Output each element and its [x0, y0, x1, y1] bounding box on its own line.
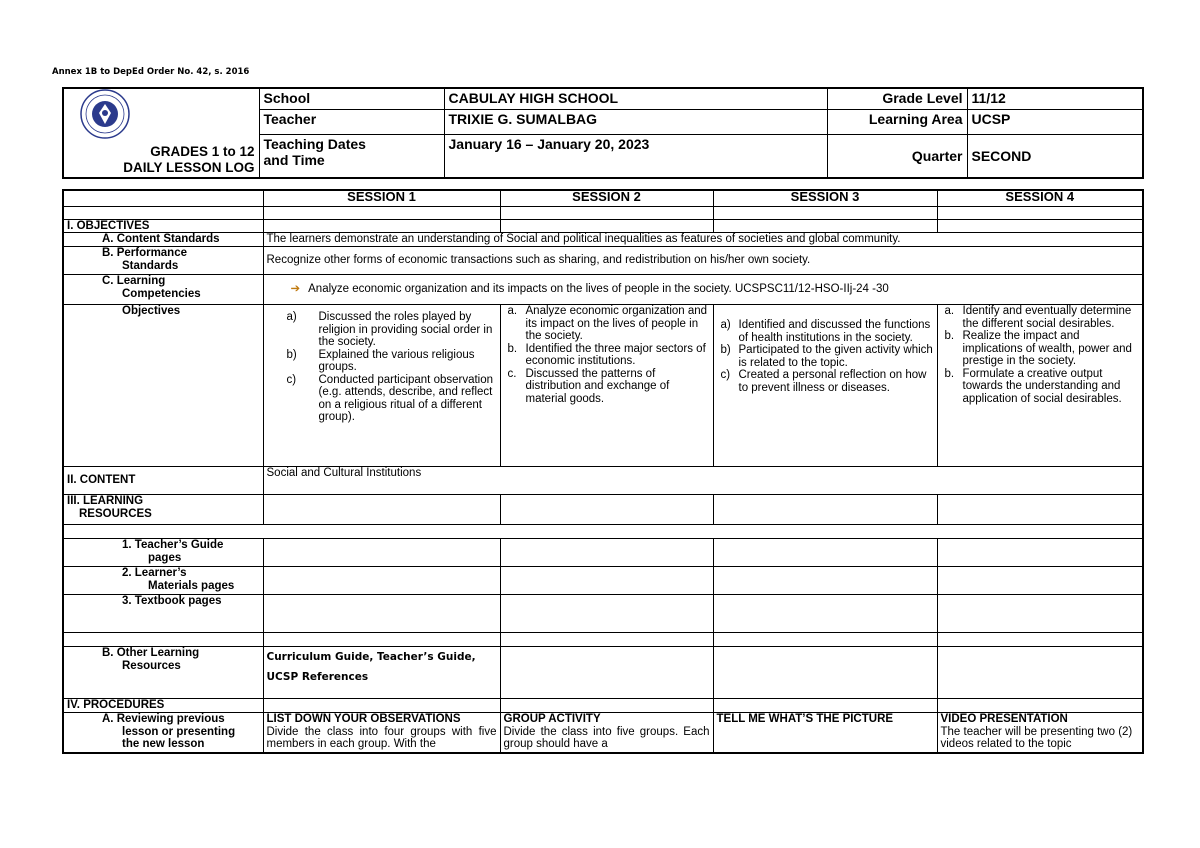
- performance-label-2: Standards: [122, 259, 179, 272]
- list-item: c. Discussed the patterns of distribution and exchange of material goods.: [507, 367, 670, 405]
- lesson-log-table: [62, 189, 1144, 754]
- grade-label: Grade Level: [827, 88, 967, 109]
- other-label-1: B. Other Learning: [102, 647, 200, 659]
- lm-label-2: Materials pages: [148, 579, 235, 592]
- content-value: Social and Cultural Institutions: [263, 467, 1143, 495]
- performance-standards-label: [63, 247, 263, 275]
- dates-label: [259, 134, 444, 178]
- session-4-header: SESSION 4: [937, 190, 1143, 206]
- learners-materials-label: [63, 567, 263, 595]
- school-label: School: [259, 88, 444, 109]
- review-s1-text: Divide the class into four groups with five members in each group. With the: [266, 725, 497, 750]
- list-item: a) Identified and discussed the functions of health institutions in the society.: [720, 319, 931, 344]
- list-item: b. Formulate a creative output towards the understanding and application of social desirables.: [944, 367, 1122, 405]
- other-value-1: Curriculum Guide, Teacher’s Guide,: [266, 651, 476, 663]
- performance-label-1: B. Performance: [102, 247, 188, 259]
- area-value: UCSP: [967, 109, 1143, 134]
- competencies-text: Analyze economic organization and its impacts on the lives of people in the society. UCSPSC11/12-HSO-IIj-24 -30: [308, 283, 889, 296]
- dates-label-2: and Time: [263, 151, 325, 168]
- content-standards-label: A. Content Standards: [63, 233, 263, 247]
- learning-competencies-value: [263, 275, 1143, 305]
- list-item: b. Identified the three major sectors of economic institutions.: [507, 342, 706, 367]
- objectives-session-3: [713, 305, 937, 467]
- list-item: b) Participated to the given activity which is related to the topic.: [720, 344, 933, 369]
- competencies-label-2: Competencies: [122, 287, 201, 300]
- other-resources-label: [63, 647, 263, 699]
- review-s4-text: The teacher will be presenting two (2) videos related to the topic: [940, 725, 1133, 750]
- list-item: c) Created a personal reflection on how to prevent illness or diseases.: [720, 369, 927, 394]
- bullet-arrow-icon: ➔: [290, 283, 301, 296]
- review-s1-title: LIST DOWN YOUR OBSERVATIONS: [266, 713, 461, 725]
- tg-label-2: pages: [148, 551, 182, 564]
- dates-label-1: Teaching Dates: [263, 135, 366, 152]
- session-1-header: SESSION 1: [263, 190, 500, 206]
- objectives-row-label: Objectives: [63, 305, 263, 467]
- list-item: a. Analyze economic organization and its impact on the lives of people in the society.: [507, 305, 708, 342]
- session-2-header: SESSION 2: [500, 190, 713, 206]
- other-resources-value: [263, 647, 500, 699]
- list-item: b. Realize the impact and implications of wealth, power and prestige in the society.: [944, 330, 1132, 367]
- header-table: [62, 87, 1144, 179]
- review-s4-title: VIDEO PRESENTATION: [940, 713, 1068, 725]
- title-line2: DAILY LESSON LOG: [123, 160, 255, 175]
- annex-note: Annex 1B to DepEd Order No. 42, s. 2016: [52, 67, 250, 77]
- objectives-session-1: [263, 305, 500, 467]
- objectives-session-2: [500, 305, 713, 467]
- review-label-3: the new lesson: [122, 738, 205, 750]
- review-session-3: [713, 713, 937, 753]
- quarter-label: Quarter: [827, 134, 967, 178]
- procedures-label: IV. PROCEDURES: [63, 699, 263, 713]
- list-item: a. Identify and eventually determine the different social desirables.: [944, 305, 1132, 330]
- grade-value: 11/12: [967, 88, 1143, 109]
- teachers-guide-label: [63, 539, 263, 567]
- session-3-header: SESSION 3: [713, 190, 937, 206]
- other-value-2: UCSP References: [266, 671, 369, 683]
- review-label-1: A. Reviewing previous: [102, 713, 225, 725]
- competencies-label-1: C. Learning: [102, 275, 166, 287]
- learning-competencies-label: [63, 275, 263, 305]
- lm-label-1: 2. Learner’s: [122, 567, 187, 579]
- teacher-value: TRIXIE G. SUMALBAG: [444, 109, 827, 134]
- content-label: II. CONTENT: [63, 467, 263, 495]
- quarter-value: SECOND: [967, 134, 1143, 178]
- teacher-label: Teacher: [259, 109, 444, 134]
- textbook-pages-label: 3. Textbook pages: [63, 595, 263, 633]
- reviewing-lesson-label: [63, 713, 263, 753]
- resources-label-2: RESOURCES: [79, 507, 152, 520]
- review-session-2: [500, 713, 713, 753]
- review-label-2: lesson or presenting: [122, 725, 236, 738]
- dll-title-cell: [63, 88, 259, 178]
- objectives-session-4: [937, 305, 1143, 467]
- list-item: c) Conducted participant observation (e.g. attends, describe, and reflect on a religious ritual of a different group).: [286, 373, 494, 423]
- review-s3-title: TELL ME WHAT’S THE PICTURE: [716, 713, 894, 725]
- review-s2-text: Divide the class into five groups. Each group should have a: [503, 725, 710, 750]
- review-session-4: [937, 713, 1143, 753]
- area-label: Learning Area: [827, 109, 967, 134]
- dates-value: January 16 – January 20, 2023: [444, 134, 827, 178]
- learning-resources-label: [63, 495, 263, 525]
- other-label-2: Resources: [122, 659, 181, 672]
- list-item: b) Explained the various religious groups.: [286, 348, 475, 373]
- tg-label-1: 1. Teacher’s Guide: [122, 539, 224, 551]
- content-standards-value: The learners demonstrate an understanding of Social and political inequalities as features of societies and global community.: [263, 233, 1143, 247]
- title-line1: GRADES 1 to 12: [150, 144, 255, 159]
- school-value: CABULAY HIGH SCHOOL: [444, 88, 827, 109]
- performance-standards-value: Recognize other forms of economic transactions such as sharing, and redistribution on his/her own society.: [263, 247, 1143, 275]
- resources-label-1: III. LEARNING: [67, 495, 144, 507]
- review-session-1: [263, 713, 500, 753]
- list-item: a) Discussed the roles played by religion in providing social order in the society.: [286, 311, 493, 348]
- review-s2-title: GROUP ACTIVITY: [503, 713, 601, 725]
- blank-cell: [63, 190, 263, 206]
- objectives-label: I. OBJECTIVES: [63, 219, 263, 233]
